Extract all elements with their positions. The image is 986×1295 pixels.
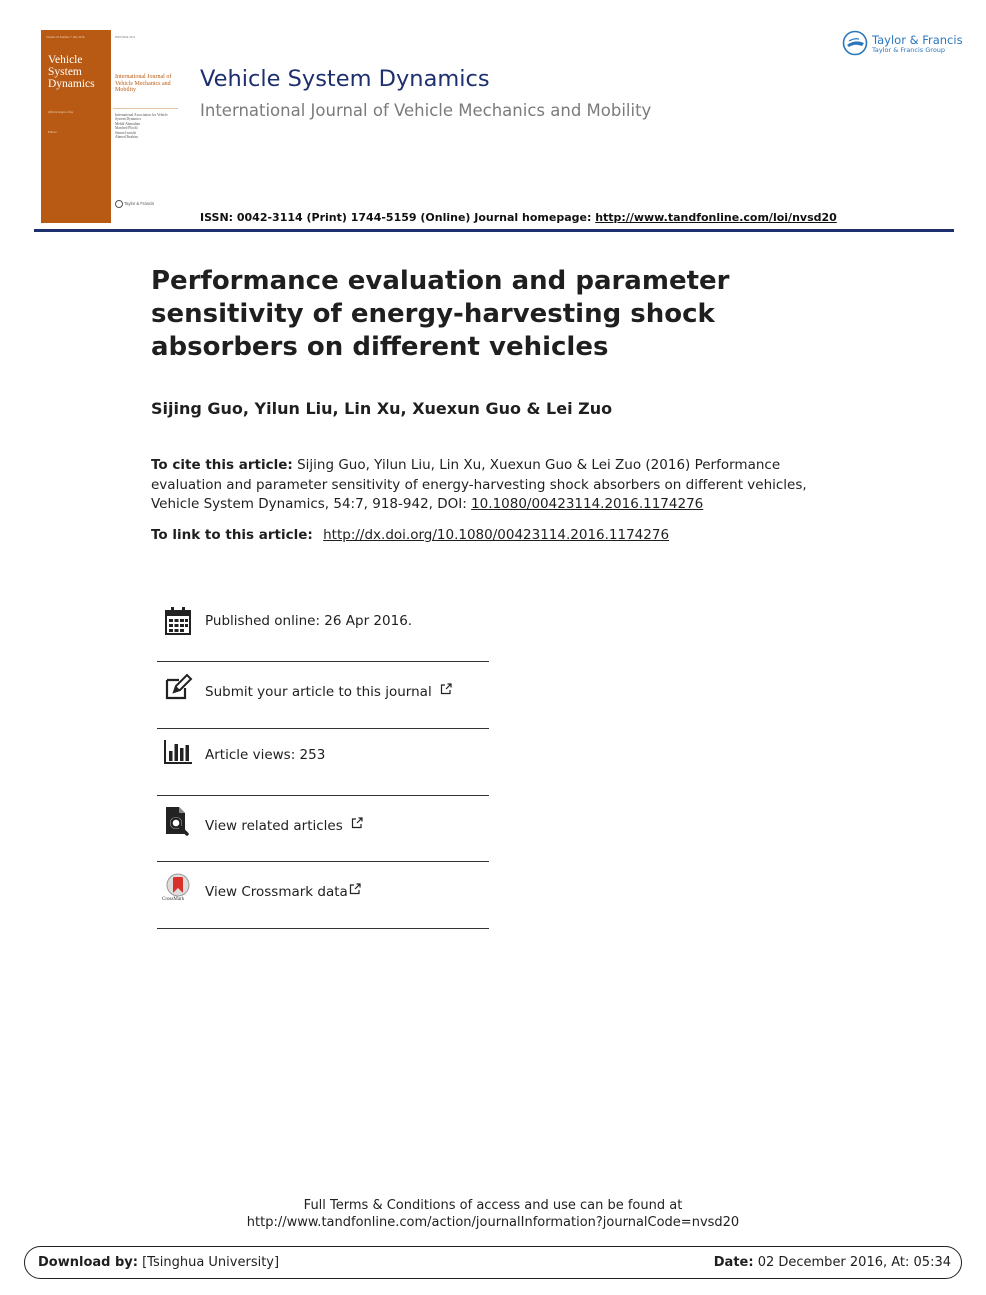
related-articles-text: View related articles — [205, 818, 343, 834]
row-divider — [157, 795, 489, 796]
terms-url[interactable]: http://www.tandfonline.com/action/journalInformation?journalCode=nvsd20 — [246, 1215, 740, 1230]
submit-article-link[interactable] — [205, 683, 452, 700]
publisher-name: Taylor & Francis — [872, 33, 963, 47]
citation-text: Sijing Guo, Yilun Liu, Lin Xu, Xuexun Guo & Lei Zuo (2016) Performance evaluation and parameter sensitivity of energy-harvesting shock absorbers on different vehicles, Vehicle System Dynamics, 54:7, 918-942, DOI: — [151, 457, 807, 512]
header-divider — [34, 229, 954, 232]
download-by — [38, 1255, 279, 1270]
cover-publisher-logo-icon — [115, 200, 123, 208]
cover-title-line: Vehicle — [48, 54, 83, 66]
edit-icon — [163, 672, 193, 702]
external-link-icon — [351, 817, 363, 829]
article-title: Performance evaluation and parameter sensitivity of energy-harvesting shock absorbers on different vehicles — [151, 266, 730, 362]
cover-volume-text: Volume 54 Number 7 July 2016 — [46, 35, 85, 39]
row-divider — [157, 928, 489, 929]
document-search-icon — [163, 806, 193, 836]
citation-label: To cite this article: — [151, 457, 293, 473]
download-date — [714, 1255, 951, 1270]
cover-title-line: Dynamics — [48, 78, 95, 90]
submit-article-text: Submit your article to this journal — [205, 684, 432, 700]
article-link-label: To link to this article: — [151, 527, 313, 543]
row-divider — [157, 661, 489, 662]
journal-homepage-link[interactable]: http://www.tandfonline.com/loi/nvsd20 — [595, 211, 837, 224]
cover-publisher-name: Taylor & Francis — [124, 201, 155, 207]
article-authors: Sijing Guo, Yilun Liu, Lin Xu, Xuexun Guo & Lei Zuo — [151, 399, 613, 418]
cover-editor: Simon Iwnicki — [115, 130, 137, 135]
published-online-row — [157, 606, 489, 646]
article-doi-link[interactable]: http://dx.doi.org/10.1080/00423114.2016.1174276 — [323, 527, 670, 543]
cover-organ-name: International Association for Vehicle System Dynamics — [115, 113, 168, 122]
journal-subtitle: International Journal of Vehicle Mechanics and Mobility — [200, 101, 652, 120]
cover-editors-label: Editors — [48, 130, 57, 134]
download-by-label: Download by: — [38, 1255, 138, 1270]
bar-chart-icon — [163, 738, 193, 768]
crossmark-row[interactable] — [157, 873, 489, 913]
row-divider — [157, 728, 489, 729]
cover-editors — [115, 113, 173, 139]
taylor-francis-logo-icon — [842, 30, 870, 56]
cover-title-line: System — [48, 66, 82, 78]
crossmark-link[interactable] — [205, 883, 361, 900]
citation-doi-link[interactable]: 10.1080/00423114.2016.1174276 — [471, 496, 704, 512]
related-articles-link[interactable] — [205, 817, 363, 834]
citation-block — [151, 456, 841, 515]
issn-line — [200, 211, 837, 224]
crossmark-icon — [163, 873, 193, 903]
publisher-group: Taylor & Francis Group — [872, 46, 946, 54]
journal-cover — [41, 30, 111, 223]
cover-editor: Manfred Plöchl — [115, 126, 138, 131]
article-link-block — [151, 527, 669, 543]
related-articles-row[interactable] — [157, 806, 489, 846]
calendar-icon — [163, 606, 193, 636]
download-date-label: Date: — [713, 1255, 754, 1270]
cover-title — [48, 54, 95, 90]
crossmark-badge-icon — [163, 873, 193, 897]
terms-block — [0, 1197, 986, 1231]
cover-editor: Mehdi Ahmadian — [115, 121, 141, 126]
journal-cover-side — [111, 30, 180, 223]
article-views-text: Article views: 253 — [205, 747, 326, 763]
terms-line: Full Terms & Conditions of access and use can be found at — [303, 1198, 683, 1213]
external-link-icon — [440, 683, 452, 695]
cover-subtitle: International Journal of Vehicle Mechanics and Mobility — [115, 74, 172, 93]
download-date-value: 02 December 2016, At: 05:34 — [753, 1255, 951, 1270]
download-by-value: [Tsinghua University] — [137, 1255, 280, 1270]
crossmark-logo-text: CrossMark — [162, 897, 185, 902]
published-online-text: Published online: 26 Apr 2016. — [205, 613, 413, 629]
cover-organ-text: Official Organ of the — [48, 110, 74, 114]
journal-title: Vehicle System Dynamics — [200, 66, 490, 92]
article-views-row — [157, 738, 489, 778]
row-divider — [157, 861, 489, 862]
issn-text: ISSN: 0042-3114 (Print) 1744-5159 (Online) Journal homepage: — [200, 211, 596, 224]
cover-issn-text: ISSN 0042-3114 — [115, 35, 136, 39]
cover-editor: Ahmed Ibrahim — [115, 135, 138, 140]
external-link-icon — [349, 883, 361, 895]
cover-publisher — [115, 200, 154, 208]
crossmark-text: View Crossmark data — [205, 884, 348, 900]
cover-divider — [113, 108, 178, 109]
submit-article-row[interactable] — [157, 672, 489, 712]
